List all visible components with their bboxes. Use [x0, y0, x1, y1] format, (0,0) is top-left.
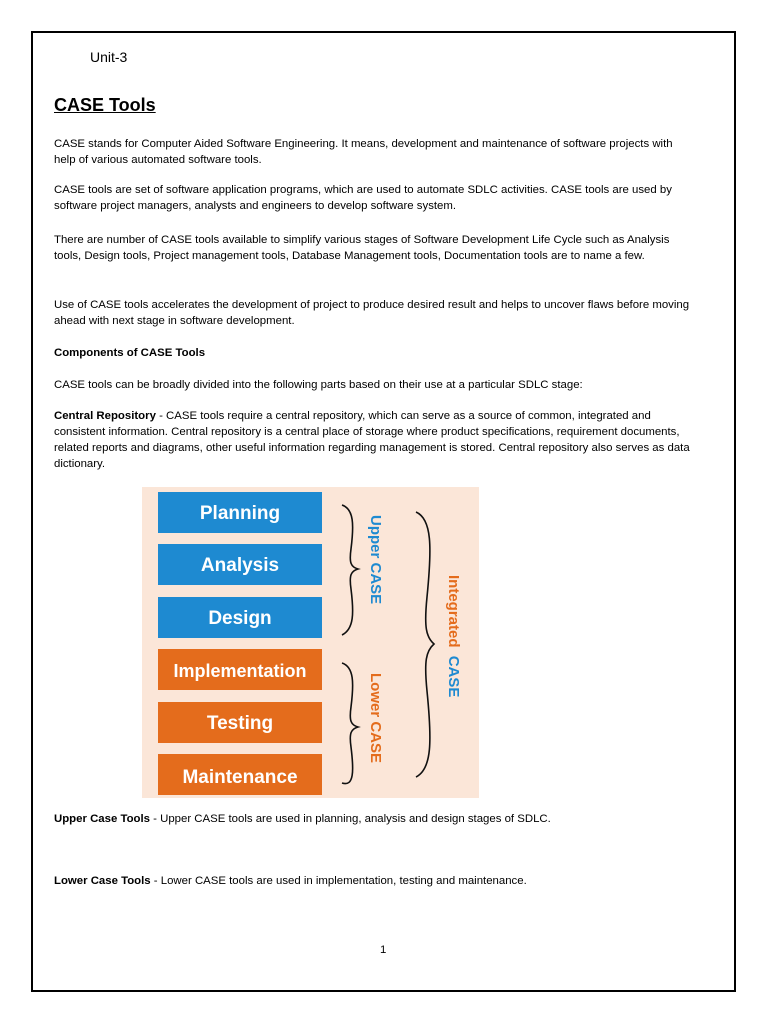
- page-number: 1: [380, 944, 387, 956]
- stage-label-implementation: Implementation: [173, 661, 307, 681]
- stage-label-design: Design: [208, 608, 272, 629]
- upper-case-tools-text: - Upper CASE tools are used in planning, analysis and design stages of SDLC.: [150, 813, 551, 825]
- paragraph-central-repository: [54, 408, 694, 472]
- stage-label-analysis: Analysis: [200, 555, 280, 576]
- paragraph-lower-case-tools: [54, 873, 694, 889]
- paragraph-case-tools-types: There are number of CASE tools available to simplify various stages of Software Development Life Cycle such as Analysis tools, Design tools, Project management tools, Database Management tools, Documentation tools are to name a few.: [54, 234, 670, 262]
- upper-case-tools-label: Upper Case Tools: [54, 813, 150, 825]
- paragraph-upper-case-tools: [54, 811, 694, 827]
- paragraph-components-intro: CASE tools can be broadly divided into the following parts based on their use at a particular SDLC stage:: [54, 379, 583, 391]
- lower-case-tools-label: Lower Case Tools: [54, 875, 151, 887]
- paragraph-case-tools: CASE tools are set of software application programs, which are used to automate SDLC activities. CASE tools are used by software project managers, analysts and engineers to develop software system.: [54, 184, 672, 212]
- section-heading-components: Components of CASE Tools: [54, 347, 206, 359]
- upper-case-label: Upper CASE: [367, 515, 384, 605]
- paragraph-case-benefits: Use of CASE tools accelerates the development of project to produce desired result and helps to uncover flaws before moving ahead with next stage in software development.: [54, 299, 690, 327]
- paragraph-case-definition: CASE stands for Computer Aided Software Engineering. It means, development and maintenance of software projects with help of various automated software tools.: [54, 138, 673, 166]
- case-word: CASE: [445, 655, 462, 698]
- stage-label-planning: Planning: [199, 503, 281, 524]
- upper-brace: [342, 505, 358, 635]
- unit-label: Unit-3: [90, 49, 128, 65]
- integrated-brace: [416, 512, 434, 777]
- stage-label-testing: Testing: [206, 713, 274, 734]
- stage-label-maintenance: Maintenance: [182, 767, 298, 788]
- integrated-case-label: [445, 575, 462, 697]
- lower-case-label: Lower CASE: [367, 673, 384, 764]
- lower-case-tools-text: - Lower CASE tools are used in implementation, testing and maintenance.: [150, 875, 527, 887]
- case-tools-diagram: [142, 487, 479, 798]
- central-repository-text: - CASE tools require a central repository, which can serve as a source of common, integrated and consistent information. Central repository is a central place of storage where product specifications, requirement documents, related reports and diagrams, other useful information regarding management is stored. Central repository also serves as data dictionary.: [54, 410, 690, 470]
- page-title: CASE Tools: [54, 95, 156, 115]
- integrated-word: Integrated: [445, 575, 462, 648]
- central-repository-label: Central Repository: [54, 410, 156, 422]
- lower-brace: [342, 663, 358, 784]
